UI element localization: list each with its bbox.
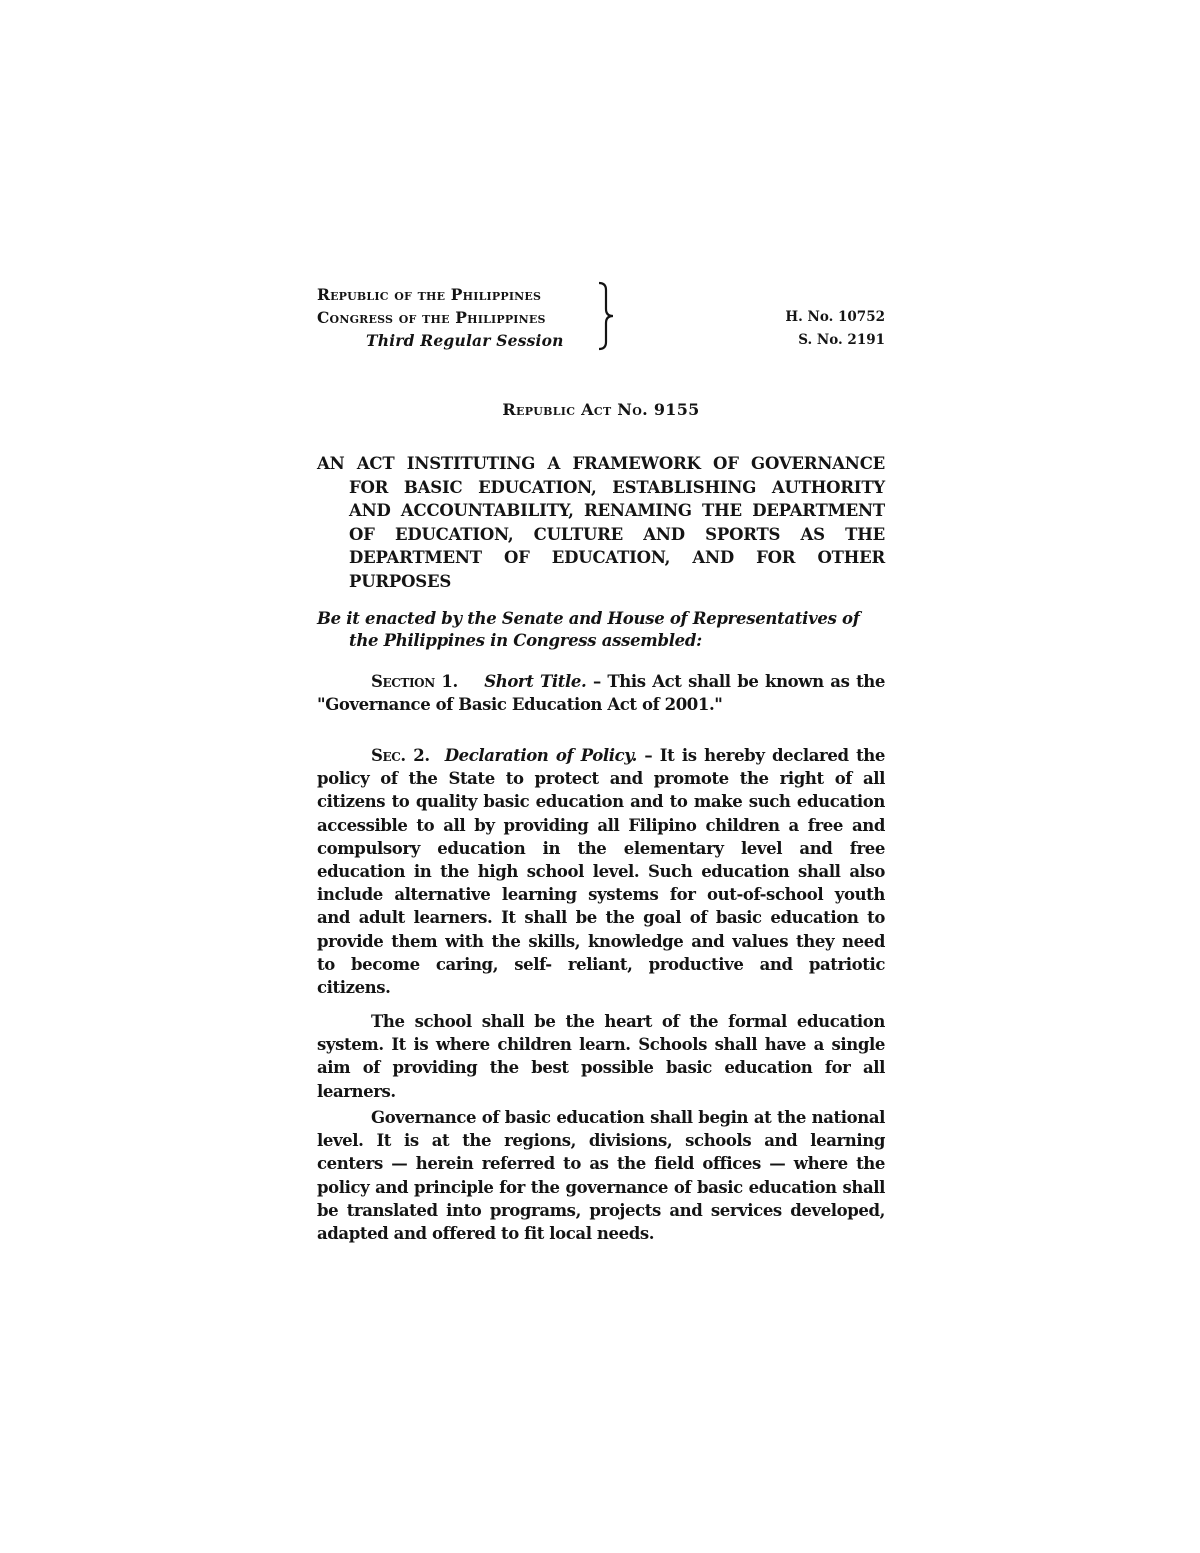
congress-line: Congress of the Philippines — [317, 308, 546, 327]
section-1-label: Section 1. — [371, 672, 458, 691]
section-1-heading: Short Title. — [484, 672, 587, 691]
act-number: Republic Act No. 9155 — [502, 400, 700, 419]
house-bill-number: H. No. 10752 — [785, 309, 885, 325]
paragraph-governance: Governance of basic education shall begin at the national level. It is at the regions, divisions, schools and learning centers — herein referred to as the field offices — where the policy and principle for the governance of basic education shall be translated into programs, projects and services developed, adapted and offered to fit local needs. — [317, 1108, 885, 1244]
section-1-text: – This Act shall be known as the "Governance of Basic Education Act of 2001." — [317, 672, 885, 715]
section-2-label: Sec. 2. — [371, 746, 430, 765]
enacting-clause: Be it enacted by the Senate and House of Representatives of the Philippines in Congress assembled: — [317, 609, 860, 650]
section-2-heading: Declaration of Policy. — [444, 746, 637, 765]
paragraph-school: The school shall be the heart of the formal education system. It is where children learn. Schools shall have a single aim of providing the best possible basic education for all learners. — [317, 1012, 885, 1101]
section-2 — [317, 744, 885, 999]
header-right-block — [785, 306, 885, 352]
section-2-text: – It is hereby declared the policy of the State to protect and promote the right of all citizens to quality basic education and to make such education accessible to all by providing all Filipino children a free and compulsory education in the elementary level and free education in the high school level. Such education shall also include alternative learning systems for out-of-school youth and adult learners. It shall be the goal of basic education to provide them with the skills, knowledge and values they need to become caring, self- reliant, productive and patriotic citizens. — [317, 746, 886, 998]
section-1 — [317, 670, 885, 716]
republic-line: Republic of the Philippines — [317, 285, 542, 304]
senate-bill-number: S. No. 2191 — [798, 332, 885, 348]
session-line: Third Regular Session — [366, 331, 564, 350]
header-left-block — [317, 283, 617, 352]
act-title: AN ACT INSTITUTING A FRAMEWORK OF GOVERNANCE FOR BASIC EDUCATION, ESTABLISHING AUTHORITY AND ACCOUNTABILITY, RENAMING THE DEPARTMENT OF EDUCATION, CULTURE AND SPORTS AS THE DEPARTMENT OF EDUCATION, AND FOR OTHER PURPOSES — [317, 454, 885, 591]
right-brace-icon — [596, 281, 618, 351]
